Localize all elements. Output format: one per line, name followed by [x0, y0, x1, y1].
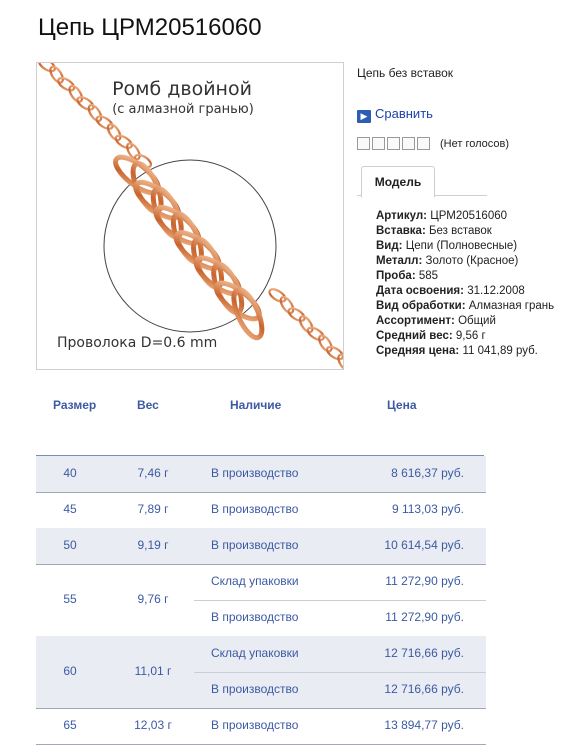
col-header-availability[interactable]: Наличие — [230, 398, 282, 412]
row-divider — [194, 600, 486, 601]
row-divider — [36, 744, 486, 745]
table-row — [36, 636, 486, 708]
spec-value: Алмазная грань — [468, 300, 555, 312]
spec-key: Проба: — [376, 270, 416, 282]
arrow-right-icon: ▶ — [357, 110, 371, 123]
table-row — [36, 456, 486, 492]
spec-row — [376, 314, 554, 329]
chain-link — [75, 95, 95, 112]
chain-link — [56, 76, 76, 93]
chain-link — [48, 65, 65, 85]
spec-value: 9,56 г — [455, 330, 486, 342]
cell-price: 11 272,90 руб. — [385, 610, 464, 624]
cell-price: 12 716,66 руб. — [384, 646, 464, 660]
spec-row — [376, 329, 554, 344]
spec-value: ЦРМ20516060 — [430, 210, 508, 222]
tab-model[interactable]: Модель — [361, 166, 435, 198]
cell-price: 9 113,03 руб. — [391, 502, 464, 516]
spec-row — [376, 284, 554, 299]
cell-size: 55 — [63, 592, 77, 606]
spec-key: Вид обработки: — [376, 300, 466, 312]
star-icon[interactable] — [357, 137, 370, 150]
star-icon[interactable] — [372, 137, 385, 150]
rating-stars[interactable] — [357, 137, 432, 153]
spec-value: 585 — [418, 270, 439, 282]
compare-label: Сравнить — [375, 106, 433, 121]
cell-availability: В производство — [211, 466, 299, 480]
specs-list — [376, 209, 554, 359]
image-caption-1: Ромб двойной — [112, 78, 252, 100]
col-header-weight[interactable]: Вес — [137, 398, 159, 412]
spec-value: Золото (Красное) — [425, 255, 519, 267]
cell-price: 13 894,77 руб. — [384, 718, 464, 732]
image-caption-2: (с алмазной гранью) — [112, 102, 254, 117]
table-row — [36, 708, 486, 744]
cell-price: 11 272,90 руб. — [385, 574, 464, 588]
chain-link — [306, 325, 326, 342]
cell-availability: В производство — [211, 538, 299, 552]
cell-weight: 11,01 г — [134, 664, 172, 678]
cell-size: 65 — [63, 718, 77, 732]
row-divider — [194, 672, 486, 673]
star-icon[interactable] — [417, 137, 430, 150]
cell-weight: 12,03 г — [134, 718, 172, 732]
cell-weight: 7,46 г — [137, 466, 169, 480]
cell-size: 40 — [63, 466, 77, 480]
star-icon[interactable] — [387, 137, 400, 150]
image-wire-caption: Проволока D=0.6 mm — [57, 335, 218, 351]
product-image[interactable] — [36, 62, 344, 370]
cell-price: 10 614,54 руб. — [384, 538, 464, 552]
cell-availability: Склад упаковки — [211, 646, 299, 660]
spec-row — [376, 209, 554, 224]
spec-value: 31.12.2008 — [467, 285, 525, 297]
cell-size: 60 — [63, 664, 77, 678]
spec-row — [376, 344, 554, 359]
product-subtitle: Цепь без вставок — [357, 66, 454, 80]
table-row — [36, 528, 486, 564]
chain-link — [106, 122, 123, 142]
spec-value: Цепи (Полновесные) — [405, 240, 518, 252]
rating-text: (Нет голосов) — [440, 138, 510, 150]
spec-key: Вставка: — [376, 225, 426, 237]
star-icon[interactable] — [402, 137, 415, 150]
spec-value: Без вставок — [428, 225, 492, 237]
cell-availability: В производство — [211, 718, 299, 732]
chain-link — [325, 344, 343, 361]
chain-illustration — [37, 63, 343, 369]
col-header-price[interactable]: Цена — [387, 398, 417, 412]
chain-link — [298, 314, 315, 334]
cell-availability: Склад упаковки — [211, 574, 299, 588]
cell-weight: 7,89 г — [137, 502, 169, 516]
cell-availability: В производство — [211, 610, 299, 624]
chain-link — [287, 306, 307, 323]
cell-size: 45 — [63, 502, 77, 516]
spec-key: Средний вес: — [376, 330, 453, 342]
spec-row — [376, 239, 554, 254]
page-title: Цепь ЦРМ20516060 — [38, 14, 262, 41]
chain-link — [267, 287, 287, 304]
chain-link — [67, 84, 84, 104]
table-row — [36, 564, 486, 636]
spec-row — [376, 269, 554, 284]
cell-weight: 9,19 г — [137, 538, 169, 552]
chain-link — [317, 333, 334, 353]
spec-key: Артикул: — [376, 210, 428, 222]
chain-link — [37, 63, 57, 74]
cell-price: 8 616,37 руб. — [391, 466, 464, 480]
spec-row — [376, 299, 554, 314]
cell-size: 50 — [63, 538, 77, 552]
table-row — [36, 492, 486, 528]
spec-row — [376, 224, 554, 239]
spec-value: Общий — [458, 315, 496, 327]
spec-key: Вид: — [376, 240, 403, 252]
col-header-size[interactable]: Размер — [53, 398, 97, 412]
chain-link — [86, 103, 103, 123]
spec-value: 11 041,89 руб. — [462, 345, 538, 357]
spec-key: Средняя цена: — [376, 345, 460, 357]
compare-link[interactable] — [357, 106, 433, 123]
cell-availability: В производство — [211, 502, 299, 516]
spec-key: Металл: — [376, 255, 423, 267]
chain-link — [336, 353, 343, 369]
cell-weight: 9,76 г — [137, 592, 169, 606]
cell-price: 12 716,66 руб. — [384, 682, 464, 696]
spec-key: Дата освоения: — [376, 285, 464, 297]
rating-widget — [357, 137, 509, 153]
chain-link — [114, 133, 134, 150]
spec-row — [376, 254, 554, 269]
spec-key: Ассортимент: — [376, 315, 455, 327]
cell-availability: В производство — [211, 682, 299, 696]
chain-link — [278, 295, 295, 315]
